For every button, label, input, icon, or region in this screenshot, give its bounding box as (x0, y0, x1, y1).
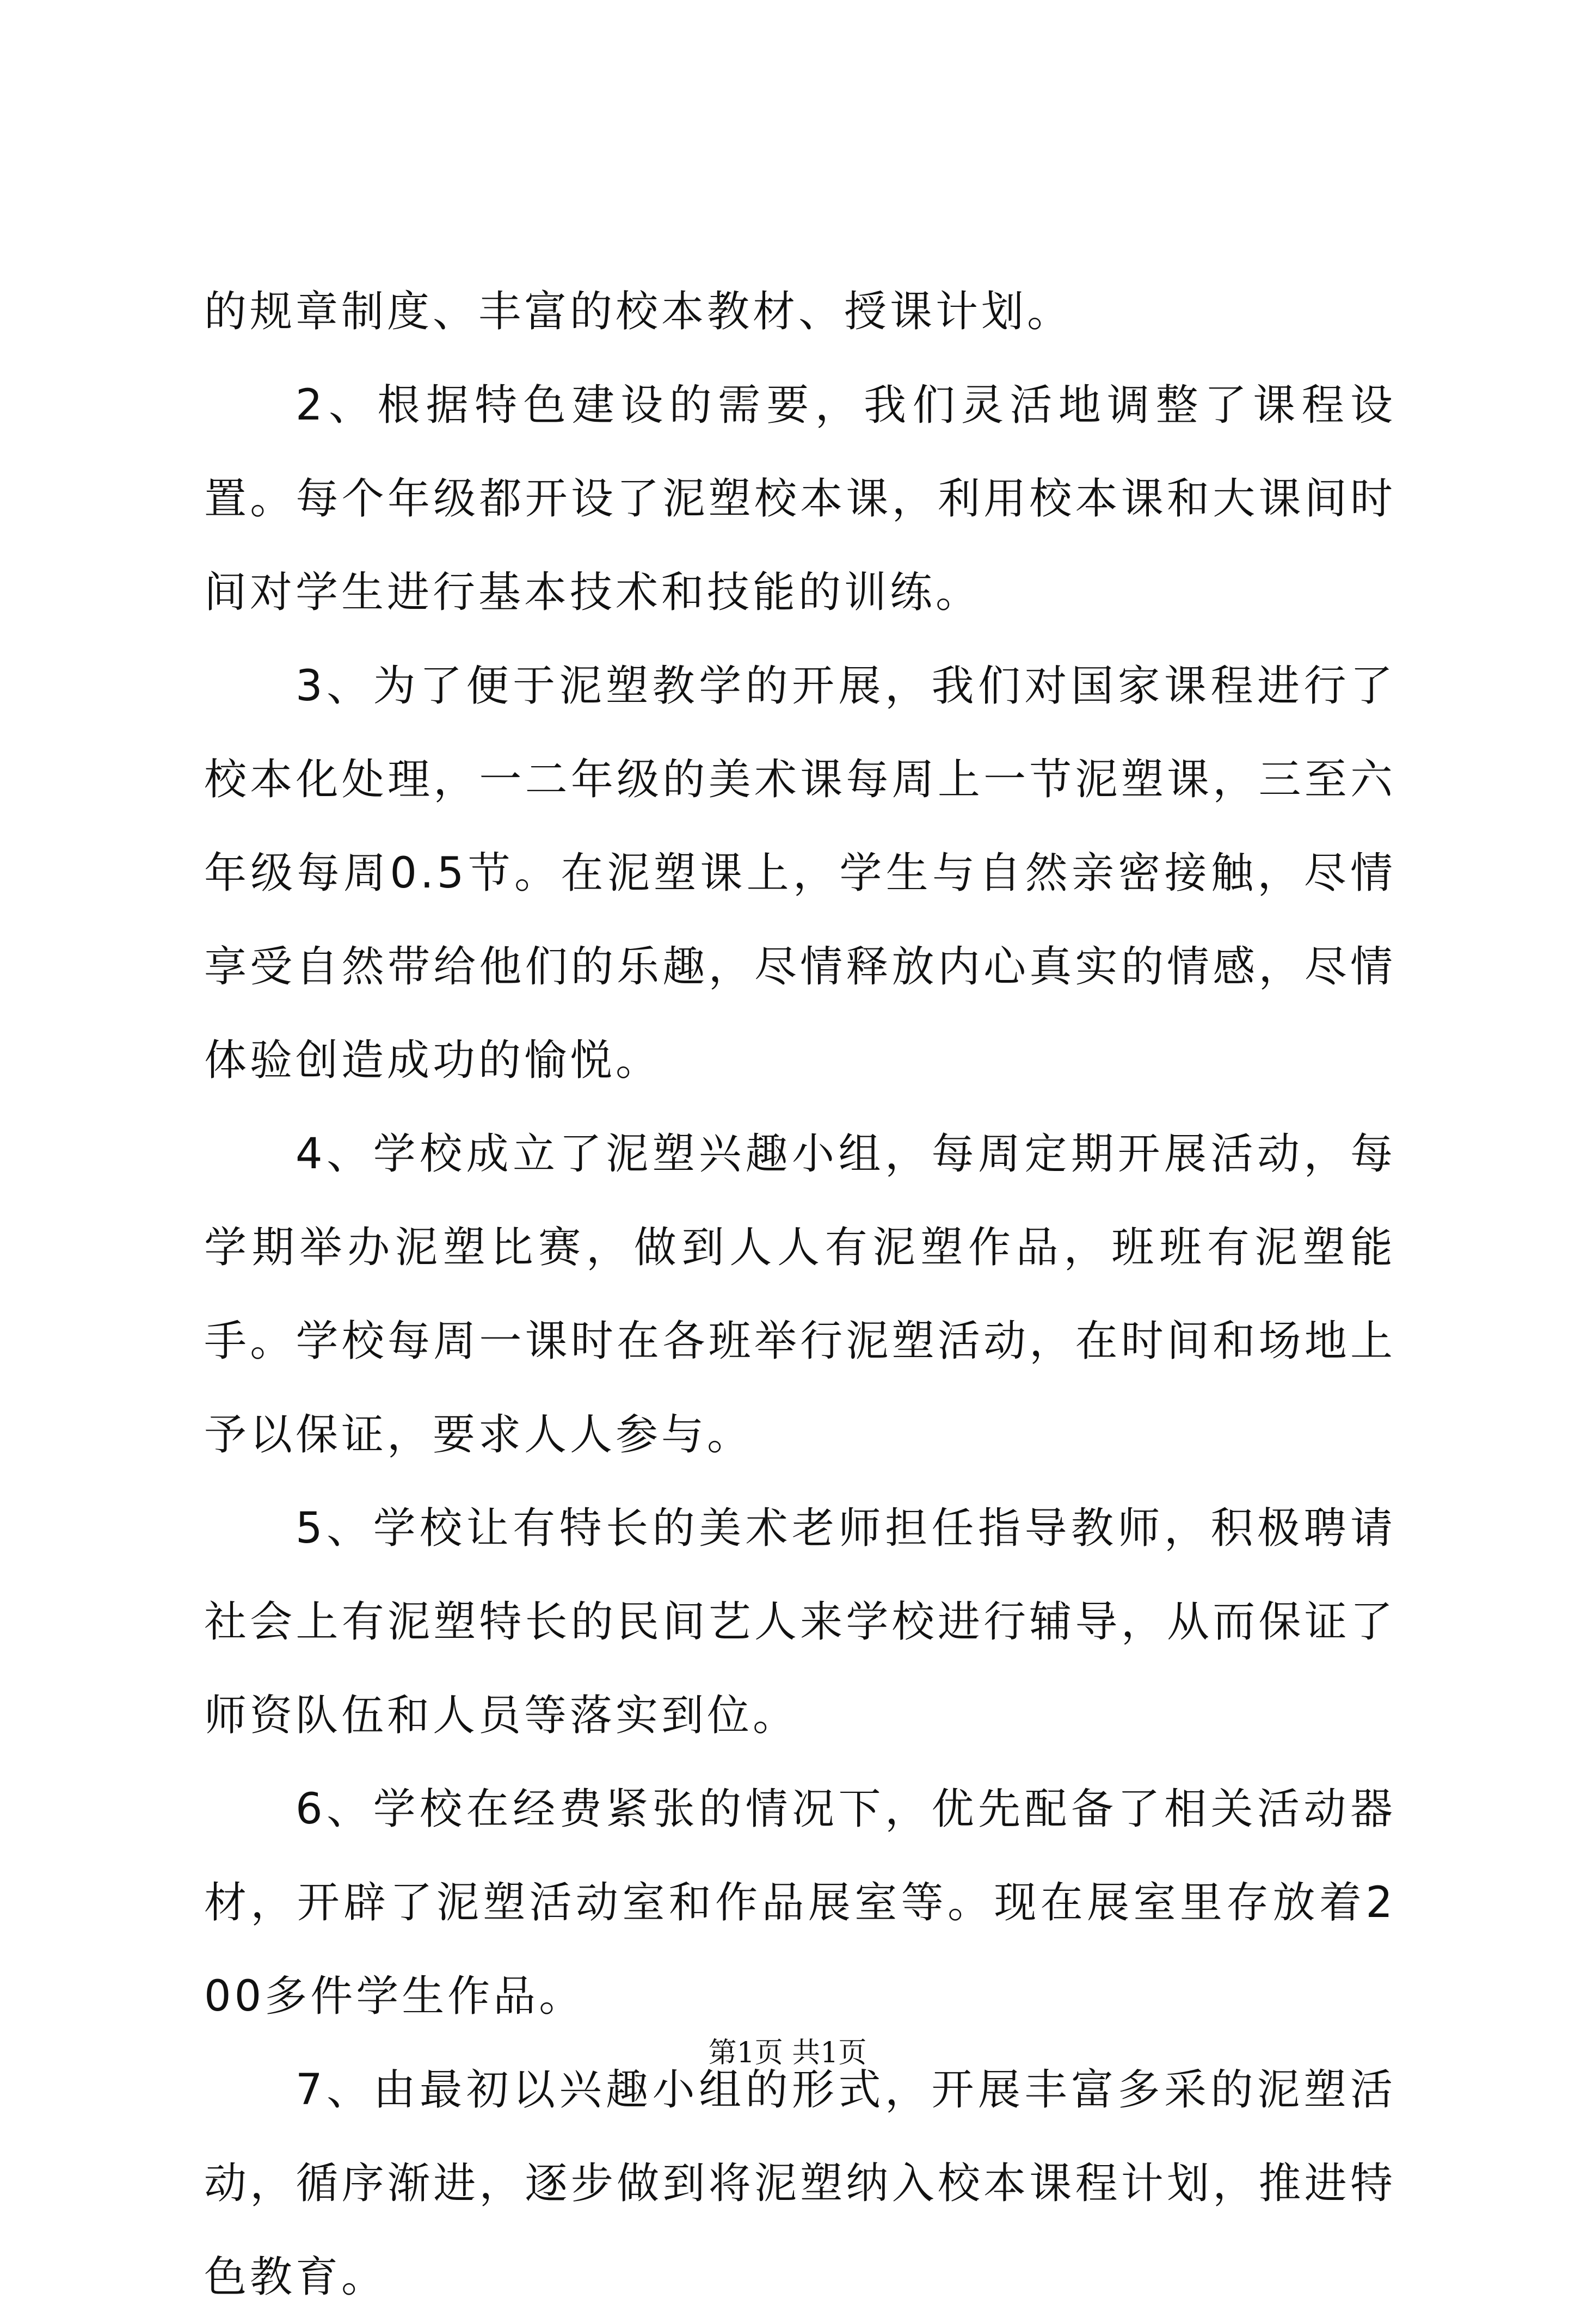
page-footer: 第1页 共1页 (708, 2037, 867, 2069)
paragraph-item-6: 6、学校在经费紧张的情况下，优先配备了相关活动器材，开辟了泥塑活动室和作品展室等。现在展室里存放着200多件学生作品。 (204, 1785, 1396, 2021)
paragraph-item-7: 7、由最初以兴趣小组的形式，开展丰富多采的泥塑活动，循序渐进，逐步做到将泥塑纳入校本课程计划，推进特色教育。 (204, 2066, 1396, 2302)
paragraph-continuation: 的规章制度、丰富的校本教材、授课计划。 (204, 287, 1073, 336)
paragraph-item-4: 4、学校成立了泥塑兴趣小组，每周定期开展活动，每学期举办泥塑比赛，做到人人有泥塑作品，班班有泥塑能手。学校每周一课时在各班举行泥塑活动，在时间和场地上予以保证，要求人人参与。 (204, 1130, 1396, 1459)
document-body (204, 265, 1396, 2324)
paragraph-item-5: 5、学校让有特长的美术老师担任指导教师，积极聘请社会上有泥塑特长的民间艺人来学校进行辅导，从而保证了师资队伍和人员等落实到位。 (204, 1504, 1396, 1740)
paragraph-item-3: 3、为了便于泥塑教学的开展，我们对国家课程进行了校本化处理，一二年级的美术课每周上一节泥塑课，三至六年级每周0.5节。在泥塑课上，学生与自然亲密接触，尽情享受自然带给他们的乐趣，尽情释放内心真实的情感，尽情体验创造成功的愉悦。 (204, 662, 1396, 1085)
paragraph-item-2: 2、根据特色建设的需要，我们灵活地调整了课程设置。每个年级都开设了泥塑校本课，利用校本课和大课间时间对学生进行基本技术和技能的训练。 (204, 381, 1396, 617)
